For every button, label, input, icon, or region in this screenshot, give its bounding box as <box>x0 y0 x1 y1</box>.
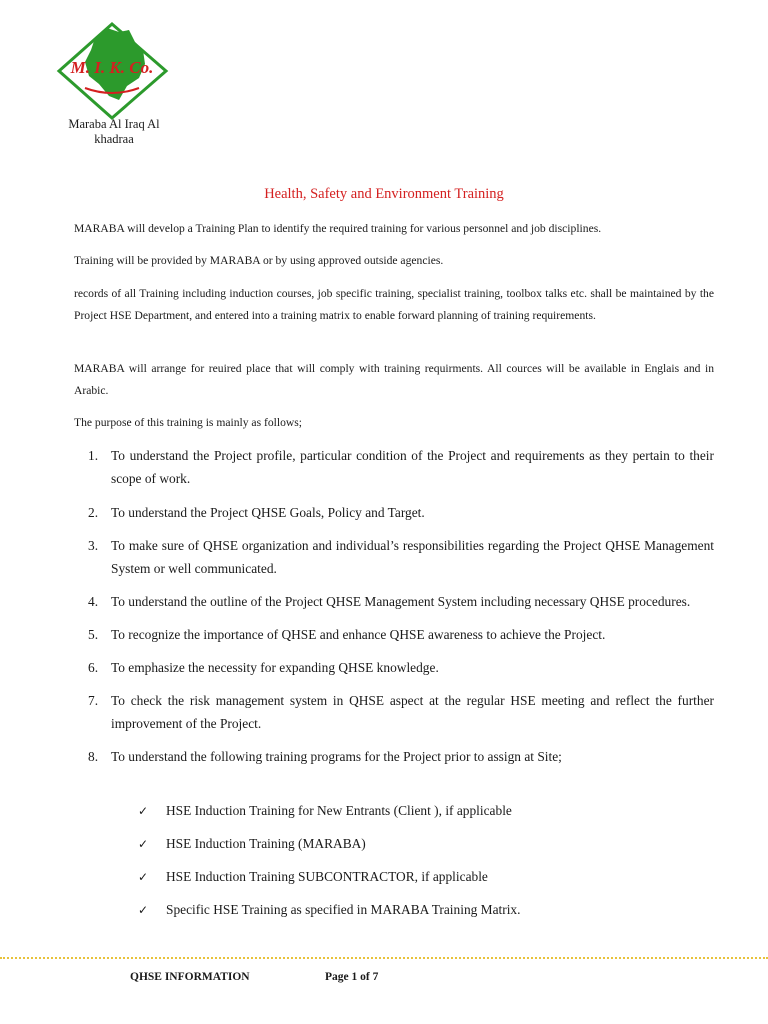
list-number: 5. <box>88 627 99 642</box>
company-name: Maraba Al Iraq Al khadraa <box>68 117 160 146</box>
page-number: Page 1 of 7 <box>325 971 379 983</box>
checklist-text: HSE Induction Training (MARABA) <box>166 836 366 851</box>
list-text: To understand the Project profile, particular condition of the Project and requirements as they pertain to their scope of work. <box>111 448 714 486</box>
logo-text: M. I. K. Co. <box>70 58 154 77</box>
list-number: 2. <box>88 505 99 520</box>
footer-label: QHSE INFORMATION <box>130 971 250 983</box>
checklist-item <box>138 800 520 822</box>
checkmark-icon: ✓ <box>138 837 149 851</box>
paragraph: MARABA will develop a Training Plan to identify the required training for various personnel and job disciplines. <box>74 222 602 235</box>
purpose-list <box>74 444 714 768</box>
list-item <box>74 689 714 735</box>
list-text: To check the risk management system in QHSE aspect at the regular HSE meeting and reflect the further improvement of the Project. <box>111 693 714 731</box>
list-text: To understand the Project QHSE Goals, Policy and Target. <box>111 505 425 520</box>
paragraph: The purpose of this training is mainly as follows; <box>74 416 302 429</box>
list-number: 7. <box>88 693 99 708</box>
list-number: 6. <box>88 660 99 675</box>
list-item <box>74 623 714 646</box>
checklist-text: HSE Induction Training for New Entrants (Client ), if applicable <box>166 803 512 818</box>
list-item <box>74 501 714 524</box>
footer-divider <box>0 957 768 959</box>
checklist-item <box>138 866 520 888</box>
list-text: To understand the outline of the Project QHSE Management System including necessary QHSE procedures. <box>111 594 691 609</box>
program-list <box>138 800 520 921</box>
list-text: To understand the following training programs for the Project prior to assign at Site; <box>111 749 562 764</box>
checkmark-icon: ✓ <box>138 870 149 884</box>
list-number: 3. <box>88 538 99 553</box>
paragraph: MARABA will arrange for reuired place that will comply with training requirments. All cources will be available in Englais and in Arabic. <box>74 362 714 397</box>
list-text: To emphasize the necessity for expanding QHSE knowledge. <box>111 660 439 675</box>
list-number: 1. <box>88 448 99 463</box>
checklist-item <box>138 833 520 855</box>
list-item <box>74 745 714 768</box>
company-logo <box>55 20 170 120</box>
list-item <box>74 590 714 613</box>
paragraph: Training will be provided by MARABA or by using approved outside agencies. <box>74 254 444 267</box>
checklist-item <box>138 899 520 921</box>
checkmark-icon: ✓ <box>138 804 149 818</box>
document-title: Health, Safety and Environment Training <box>264 186 504 202</box>
list-item <box>74 444 714 490</box>
list-item <box>74 534 714 580</box>
list-number: 4. <box>88 594 99 609</box>
checklist-text: Specific HSE Training as specified in MARABA Training Matrix. <box>166 902 521 917</box>
list-text: To recognize the importance of QHSE and enhance QHSE awareness to achieve the Project. <box>111 627 606 642</box>
list-text: To make sure of QHSE organization and individual’s responsibilities regarding the Project QHSE Management System or well communicated. <box>111 538 714 576</box>
paragraph: records of all Training including induction courses, job specific training, specialist training, toolbox talks etc. shall be maintained by the Project HSE Department, and entered into a training matrix to enable forward planning of training requirements. <box>74 287 714 322</box>
checklist-text: HSE Induction Training SUBCONTRACTOR, if applicable <box>166 869 488 884</box>
list-number: 8. <box>88 749 99 764</box>
list-item <box>74 656 714 679</box>
checkmark-icon: ✓ <box>138 903 149 917</box>
